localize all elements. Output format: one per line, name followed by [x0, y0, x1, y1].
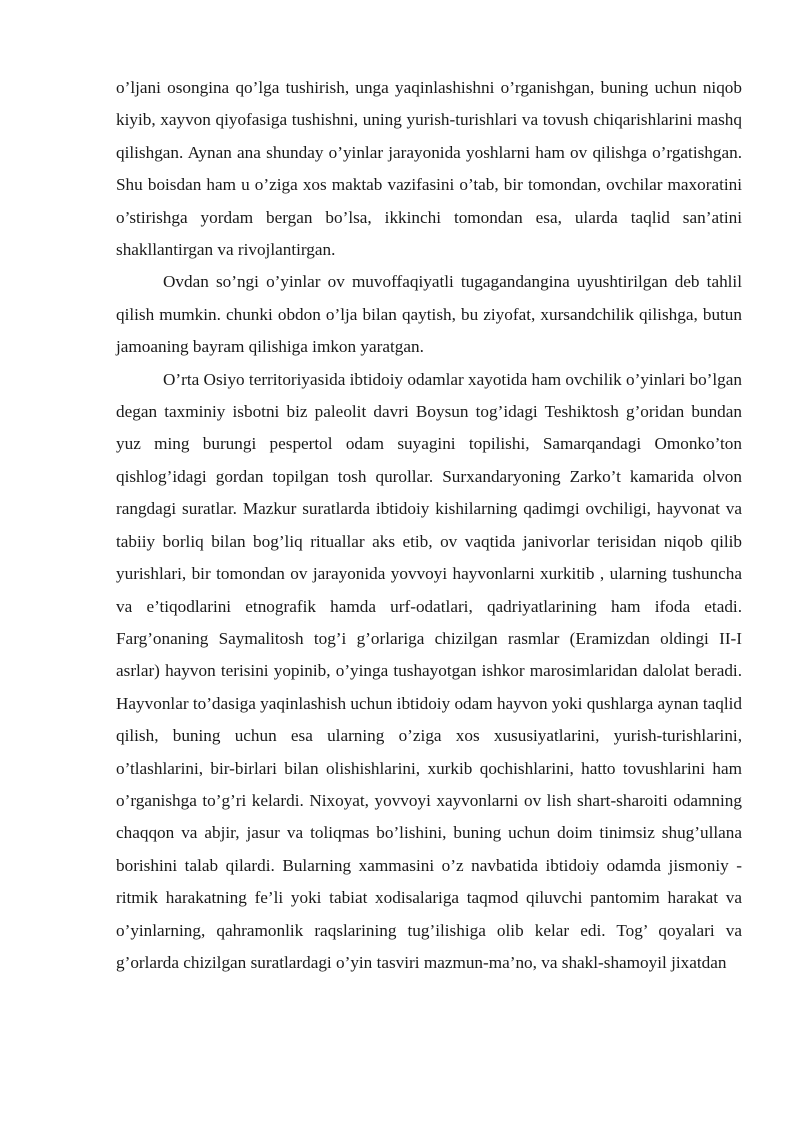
- paragraph-1: o’ljani osongina qo’lga tushirish, unga yaqinlashishni o’rganishgan, buning uchun niqob kiyib, xayvon qiyofasiga tushishni, uning yurish-turishlari va tovush chiqarishlarini mashq qilishgan. Aynan ana shunday o’yinlar jarayonida yoshlarni ham ov qilishga o’rgatishgan. Shu boisdan ham u o’ziga xos maktab vazifasini o’tab, bir tomondan, ovchilar maxoratini o’stirishga yordam bergan bo’lsa, ikkinchi tomondan esa, ularda taqlid san’atini shakllantirgan va rivojlantirgan.: [116, 78, 742, 260]
- paragraph-2: Ovdan so’ngi o’yinlar ov muvoffaqiyatli tugagandangina uyushtirilgan deb tahlil qilish mumkin. chunki obdon o’lja bilan qaytish, bu ziyofat, xursandchilik qilishga, butun jamoaning bayram qilishiga imkon yaratgan.: [116, 272, 742, 357]
- paragraph-3: O’rta Osiyo territoriyasida ibtidoiy odamlar xayotida ham ovchilik o’yinlari bo’lgan degan taxminiy isbotni biz paleolit davri Boysun tog’idagi Teshiktosh g’oridan bundan yuz ming burungi pespertol odam suyagini topilishi, Samarqandagi Omonko’ton qishlog’idagi gordan topilgan tosh qurollar. Surxandaryoning Zarko’t kamarida olvon rangdagi suratlar. Mazkur suratlarda ibtidoiy kishilarning qadimgi ovchiligi, hayvonat va tabiiy borliq bilan bog’liq rituallar aks etib, ov vaqtida janivorlar terisidan niqob qilib yurishlari, bir tomondan ov jarayonida yovvoyi hayvonlarni xurkitib , ularning tushuncha va e’tiqodlarini etnografik hamda urf-odatlari, qadriyatlarining ham ifoda etadi. Farg’onaning Saymalitosh tog’i g’orlariga chizilgan rasmlar (Eramizdan oldingi II-I asrlar) hayvon terisini yopinib, o’yinga tushayotgan ishkor marosimlaridan dalolat beradi. Hayvonlar to’dasiga yaqinlashish uchun ibtidoiy odam hayvon yoki qushlarga aynan taqlid qilish, buning uchun esa ularning o’ziga xos xususiyatlarini, yurish-turishlarini, o’tlashlarini, bir-birlari bilan olishishlarini, xurkib qochishlarini, hatto tovushlarini ham o’rganishga to’g’ri kelardi. Nixoyat, yovvoyi xayvonlarni ov lish shart-sharoiti odamning chaqqon va abjir, jasur va toliqmas bo’lishini, buning uchun doim tinimsiz shug’ullana borishini talab qilardi. Bularning xammasini o’z navbatida ibtidoiy odamda jismoniy - ritmik harakatning fe’li yoki tabiat xodisalariga taqmod qiluvchi pantomim harakat va o’yinlarning, qahramonlik raqslarining tug’ilishiga olib kelar edi. Tog’ qoyalari va g’orlarda chizilgan suratlardagi o’yin tasviri mazmun-ma’no, va shakl-shamoyil jixatdan: [116, 369, 742, 972]
- document-page: [116, 72, 742, 979]
